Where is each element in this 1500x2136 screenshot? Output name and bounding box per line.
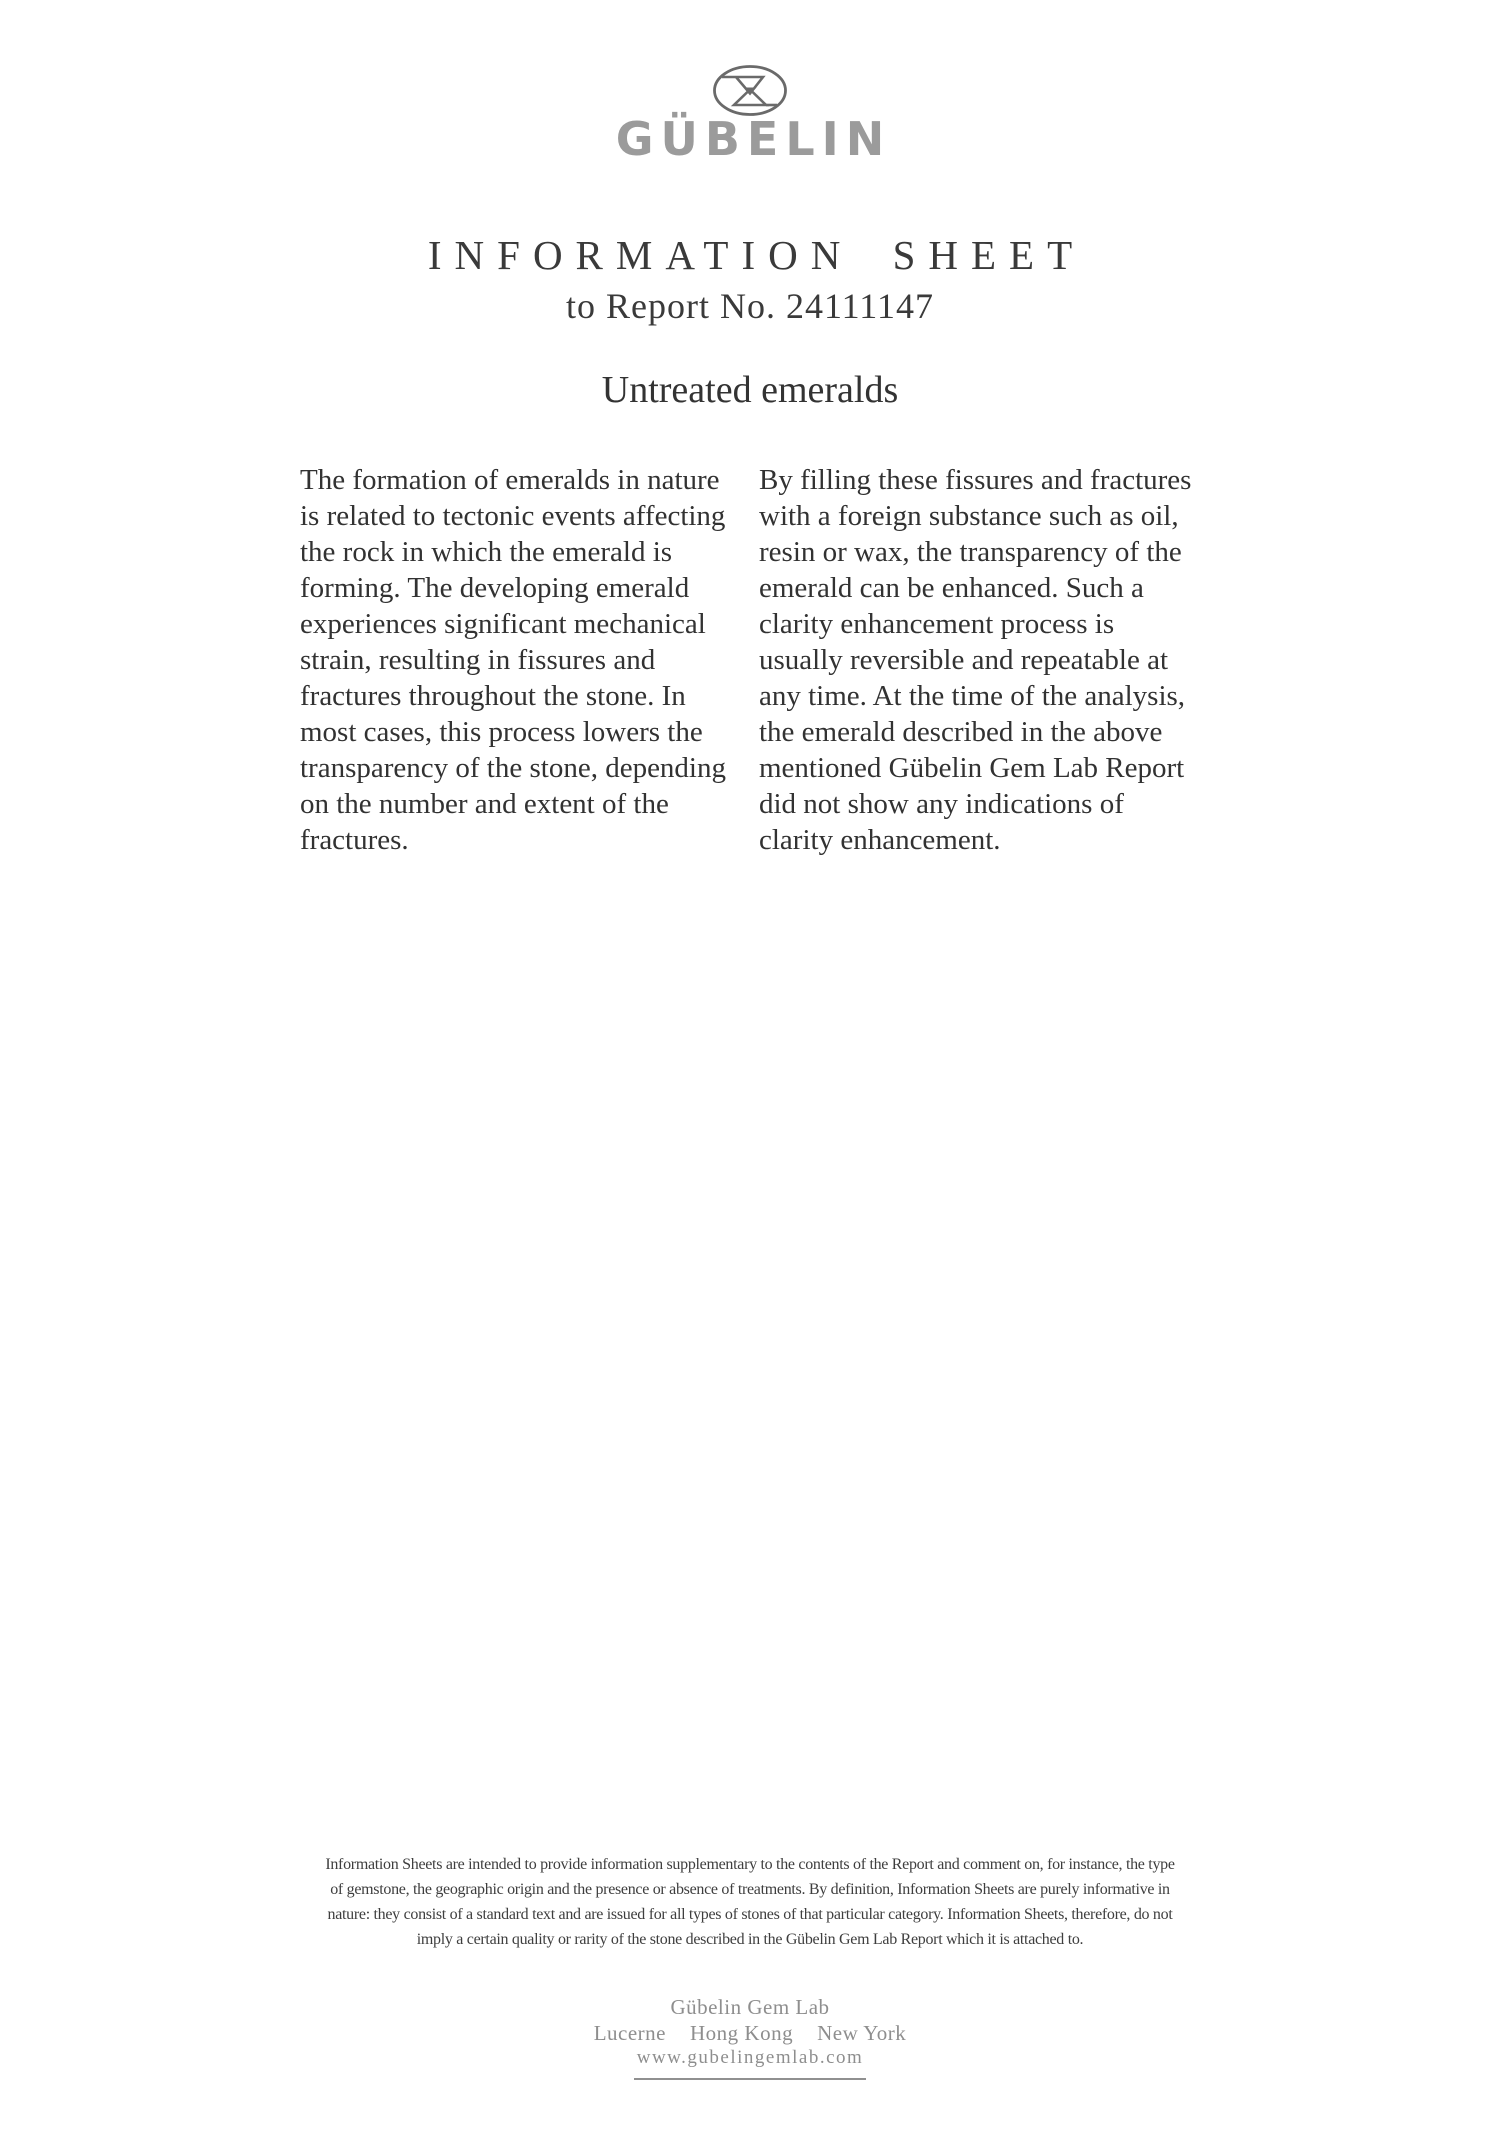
text-line: fractures. xyxy=(300,824,409,856)
text-line: did not show any indications of xyxy=(759,788,1124,820)
text-line: strain, resulting in fissures and xyxy=(300,644,656,676)
footer-location: New York xyxy=(817,2021,907,2045)
right-column xyxy=(759,462,1197,858)
disclaimer-line: of gemstone, the geographic origin and the presence or absence of treatments. By definition, Information Sheets are purely informative in xyxy=(330,1881,1170,1898)
disclaimer xyxy=(0,1852,1500,1952)
disclaimer-line: Information Sheets are intended to provide information supplementary to the contents of the Report and comment on, for instance, the type xyxy=(325,1856,1175,1873)
text-line: transparency of the stone, depending xyxy=(300,752,726,784)
text-line: fractures throughout the stone. In xyxy=(300,680,686,712)
text-line: most cases, this process lowers the xyxy=(300,716,703,748)
text-line: mentioned Gübelin Gem Lab Report xyxy=(759,752,1185,784)
footer-location: Lucerne xyxy=(593,2021,666,2045)
text-line: clarity enhancement. xyxy=(759,824,1001,856)
text-line: resin or wax, the transparency of the xyxy=(759,536,1182,568)
disclaimer-line: nature: they consist of a standard text and are issued for all types of stones of that particular category. Information Sheets, therefore, do not xyxy=(327,1906,1173,1923)
left-column xyxy=(300,462,738,858)
text-line: forming. The developing emerald xyxy=(300,572,690,604)
text-line: on the number and extent of the xyxy=(300,788,669,820)
footer-locations xyxy=(0,2020,1500,2046)
text-line: emerald can be enhanced. Such a xyxy=(759,572,1144,604)
page-title: INFORMATION SHEET xyxy=(427,232,1086,278)
text-line: The formation of emeralds in nature xyxy=(300,464,720,496)
body-columns xyxy=(300,462,1200,858)
report-number: to Report No. 24111147 xyxy=(566,286,934,326)
brand-wordmark: GÜBELIN xyxy=(615,112,892,166)
text-line: any time. At the time of the analysis, xyxy=(759,680,1186,712)
text-line: with a foreign substance such as oil, xyxy=(759,500,1179,532)
text-line: is related to tectonic events affecting xyxy=(300,500,726,532)
text-line: usually reversible and repeatable at xyxy=(759,644,1169,676)
footer-lab-name: Gübelin Gem Lab xyxy=(670,1995,830,2019)
text-line: the emerald described in the above xyxy=(759,716,1163,748)
text-line: experiences significant mechanical xyxy=(300,608,706,640)
footer-website: www.gubelingemlab.com xyxy=(636,2047,864,2068)
gubelin-hourglass-icon xyxy=(705,62,795,119)
section-heading: Untreated emeralds xyxy=(601,369,899,411)
footer-location: Hong Kong xyxy=(690,2021,794,2045)
footer-divider xyxy=(634,2078,866,2080)
text-line: By filling these fissures and fractures xyxy=(759,464,1192,496)
text-line: clarity enhancement process is xyxy=(759,608,1115,640)
disclaimer-line: imply a certain quality or rarity of the stone described in the Gübelin Gem Lab Report which it is attached to. xyxy=(416,1931,1084,1948)
text-line: the rock in which the emerald is xyxy=(300,536,673,568)
